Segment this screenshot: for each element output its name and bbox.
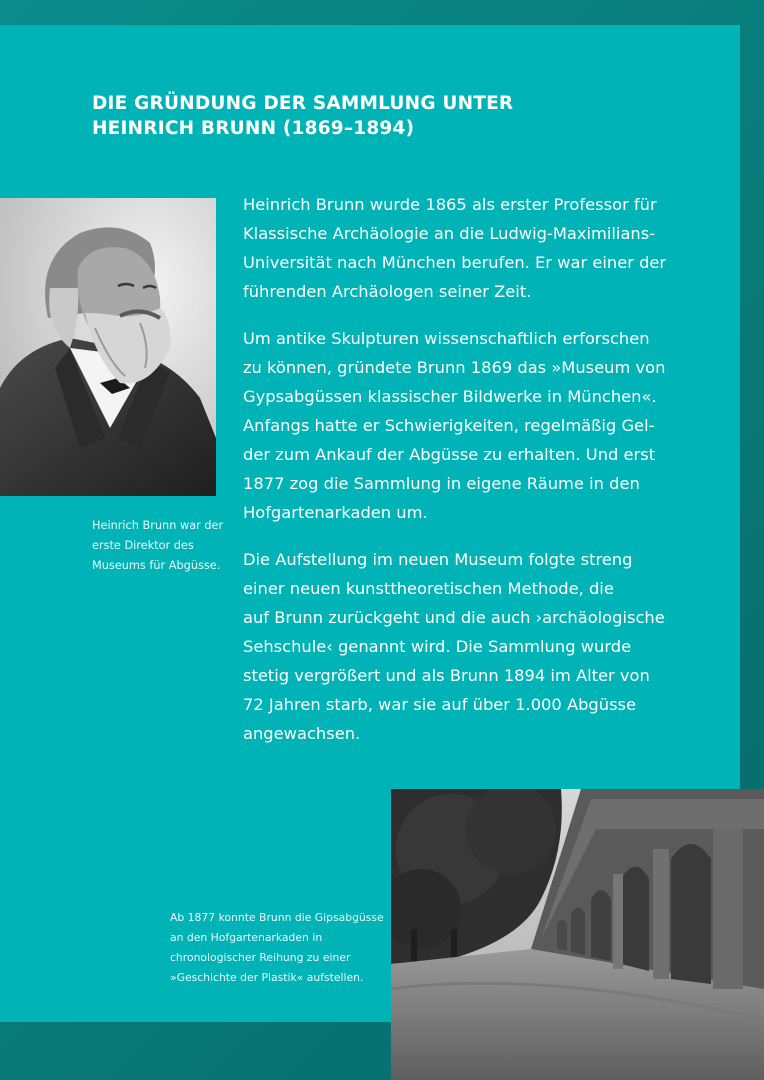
portrait-photo [0, 198, 216, 496]
title-line-1: DIE GRÜNDUNG DER SAMMLUNG UNTER [92, 93, 514, 114]
arcade-photo [391, 789, 764, 1080]
portrait-caption: Heinrich Brunn war der erste Direktor des Museums für Abgüsse. [92, 519, 224, 572]
paragraph-3: Die Aufstellung im neuen Museum folgte streng einer neuen kunsttheoretischen Methode, die auf Brunn zurückgeht und die auch ›archäologische Sehschule‹ genannt wird. Die Sammlung wurde stetig vergrößert und als Brunn 1894 im Alter von 72 Jahren starb, war sie auf über 1.000 Abgüsse angewachsen. [243, 550, 665, 743]
article-body [243, 190, 673, 766]
portrait-illustration [0, 198, 216, 496]
arcade-illustration [391, 789, 764, 1080]
arcade-caption: Ab 1877 konnte Brunn die Gipsabgüsse an den Hofgartenarkaden in chronologischer Reihung zu einer »Geschichte der Plastik« aufstellen. [170, 911, 384, 984]
paragraph-2: Um antike Skulpturen wissenschaftlich erforschen zu können, gründete Brunn 1869 das »Museum von Gypsabgüssen klassischer Bildwerke in München«. Anfangs hatte er Schwierigkeiten, regelmäßig Gel- der zum Ankauf der Abgüsse zu erhalten. Und erst 1877 zog die Sammlung in eigene Räume in den Hofgartenarkaden um. [243, 329, 666, 522]
page-title [92, 91, 513, 141]
title-line-2: HEINRICH BRUNN (1869–1894) [92, 118, 415, 139]
paragraph-1: Heinrich Brunn wurde 1865 als erster Professor für Klassische Archäologie an die Ludwig-Maximilians- Universität nach München berufen. Er war einer der führenden Archäologen seiner Zeit. [243, 195, 667, 301]
